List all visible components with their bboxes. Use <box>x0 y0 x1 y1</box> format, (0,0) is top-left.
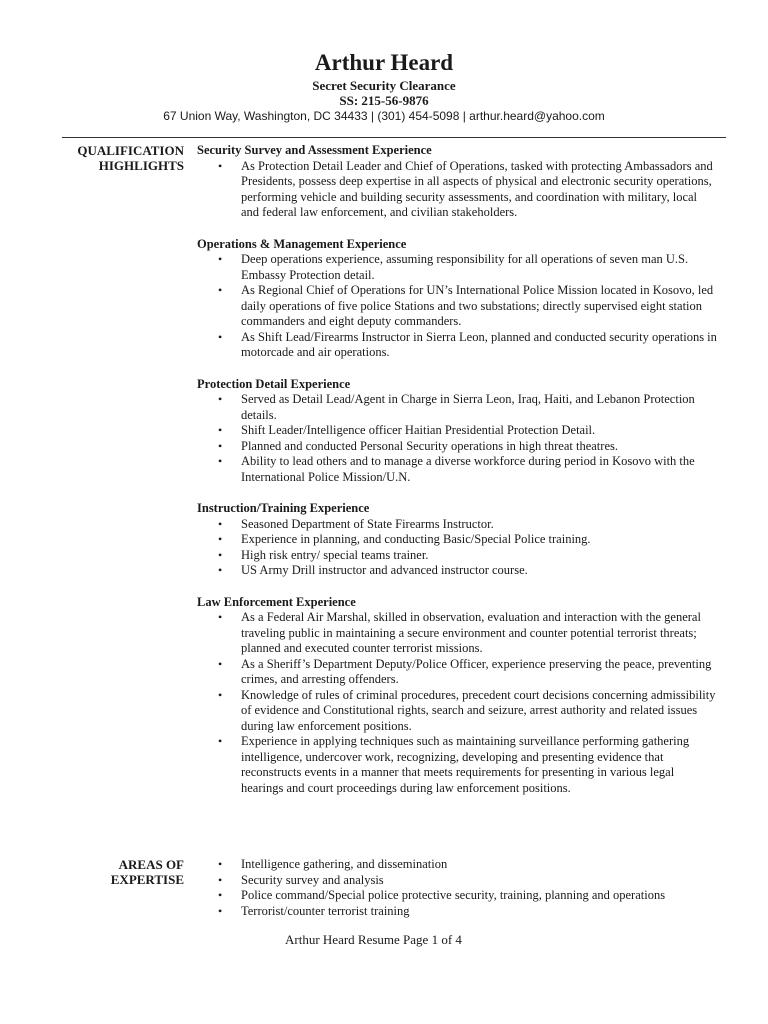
list-item <box>197 283 717 330</box>
group-title: Protection Detail Experience <box>197 376 351 391</box>
bullet-icon: • <box>218 423 223 437</box>
qualification-group <box>197 595 717 797</box>
list-item <box>197 532 717 548</box>
group-bullet-list <box>197 159 717 221</box>
bullet-icon: • <box>218 872 223 887</box>
list-item-text: Terrorist/counter terrorist training <box>241 903 410 918</box>
group-bullet-list <box>197 517 717 579</box>
list-item-text: Knowledge of rules of criminal procedures, precedent court decisions concerning admissibility of evidence and Constitutional rights, search and seizure, arrest authority and related issues during law enforcement positions. <box>241 687 716 733</box>
social-security-number: SS: 215-56-9876 <box>339 93 429 108</box>
group-title: Security Survey and Assessment Experience <box>197 143 432 157</box>
bullet-icon: • <box>218 547 223 562</box>
list-item <box>197 423 717 439</box>
bullet-icon: • <box>218 888 223 902</box>
bullet-icon: • <box>218 656 223 671</box>
list-item-text: Security survey and analysis <box>241 872 384 887</box>
group-bullet-list <box>197 392 717 485</box>
bullet-icon: • <box>218 857 223 871</box>
bullet-icon: • <box>218 610 223 624</box>
list-item <box>197 873 717 889</box>
bullet-icon: • <box>218 329 223 344</box>
security-clearance: Secret Security Clearance <box>312 78 456 93</box>
qualification-group <box>197 501 717 579</box>
list-item <box>197 330 717 361</box>
list-item-text: Ability to lead others and to manage a diverse workforce during period in Kosovo with the International Police Mission/U.N. <box>241 454 695 484</box>
bullet-icon: • <box>218 252 223 266</box>
list-item <box>197 734 717 796</box>
bullet-icon: • <box>218 158 223 173</box>
list-item <box>197 517 717 533</box>
qualification-group <box>197 377 717 486</box>
list-item-text: Police command/Special police protective security, training, planning and operations <box>241 888 666 902</box>
list-item-text: Served as Detail Lead/Agent in Charge in Sierra Leon, Iraq, Haiti, and Lebanon Protection details. <box>241 392 695 422</box>
list-item <box>197 657 717 688</box>
bullet-icon: • <box>218 687 223 702</box>
bullet-icon: • <box>218 438 223 453</box>
list-item <box>197 159 717 221</box>
list-item <box>197 904 717 920</box>
qualification-group <box>197 143 717 221</box>
bullet-icon: • <box>218 392 223 406</box>
expertise-list <box>197 857 717 919</box>
list-item <box>197 548 717 564</box>
bullet-icon: • <box>218 516 223 531</box>
resume-header <box>0 48 768 125</box>
qualification-group <box>197 237 717 361</box>
list-item-text: As a Sheriff’s Department Deputy/Police Officer, experience preserving the peace, preventing crimes, and arresting offenders. <box>241 656 712 686</box>
list-item <box>197 888 717 904</box>
list-item-text: High risk entry/ special teams trainer. <box>241 547 429 562</box>
list-item-text: As Regional Chief of Operations for UN’s International Police Mission located in Kosovo, led daily operations of five police Stations and two substations; directly supervised eight station commanders and eight deputy commanders. <box>241 283 714 328</box>
bullet-icon: • <box>218 563 223 577</box>
header-divider <box>62 137 726 138</box>
section-label-qualifications: QUALIFICATION HIGHLIGHTS <box>77 143 184 173</box>
list-item-text: Deep operations experience, assuming responsibility for all operations of seven man U.S. Embassy Protection detail. <box>241 252 689 282</box>
list-item <box>197 563 717 579</box>
list-item <box>197 857 717 873</box>
list-item-text: Shift Leader/Intelligence officer Haitian Presidential Protection Detail. <box>241 423 596 437</box>
group-title: Law Enforcement Experience <box>197 594 356 609</box>
list-item-text: Experience in applying techniques such as maintaining surveillance performing gathering intelligence, undercover work, recognizing, developing and presenting evidence that reconstructs events in a manner that meets requirements for presenting in various legal hearings and court proceedings during law enforcement positions. <box>241 734 690 795</box>
bullet-icon: • <box>218 532 223 546</box>
section-label-expertise: AREAS OF EXPERTISE <box>110 857 184 887</box>
list-item-text: As Shift Lead/Firearms Instructor in Sierra Leon, planned and conducted security operations in motorcade and air operations. <box>241 329 717 359</box>
list-item-text: Seasoned Department of State Firearms Instructor. <box>241 516 494 531</box>
qualification-groups <box>197 143 717 812</box>
expertise-list-container <box>197 857 717 919</box>
list-item <box>197 392 717 423</box>
bullet-icon: • <box>218 283 223 297</box>
bullet-icon: • <box>218 734 223 748</box>
group-title: Operations & Management Experience <box>197 236 407 251</box>
group-bullet-list <box>197 610 717 796</box>
list-item <box>197 252 717 283</box>
group-title: Instruction/Training Experience <box>197 501 370 515</box>
list-item <box>197 454 717 485</box>
bullet-icon: • <box>218 454 223 468</box>
list-item-text: As Protection Detail Leader and Chief of Operations, tasked with protecting Ambassadors and Presidents, possess deep expertise in all aspects of physical and electronic security operations, performing vehicle and building security assessments, and coordination with military, local and federal law enforcement, and civilian stakeholders. <box>241 158 713 219</box>
list-item-text: Planned and conducted Personal Security operations in high threat theatres. <box>241 438 618 453</box>
page-footer: Arthur Heard Resume Page 1 of 4 <box>285 932 462 947</box>
contact-line: 67 Union Way, Washington, DC 34433 | (301) 454-5098 | arthur.heard@yahoo.com <box>163 109 605 123</box>
list-item <box>197 439 717 455</box>
list-item-text: Intelligence gathering, and dissemination <box>241 857 448 871</box>
list-item-text: As a Federal Air Marshal, skilled in observation, evaluation and interaction with the general traveling public in maintaining a secure environment and counter potential terrorist threats; planned and executed counter terrorist missions. <box>241 610 701 655</box>
candidate-name: Arthur Heard <box>314 50 454 75</box>
list-item <box>197 610 717 657</box>
bullet-icon: • <box>218 903 223 918</box>
list-item-text: Experience in planning, and conducting Basic/Special Police training. <box>241 532 591 546</box>
group-bullet-list <box>197 252 717 361</box>
list-item-text: US Army Drill instructor and advanced instructor course. <box>241 563 528 577</box>
list-item <box>197 688 717 735</box>
